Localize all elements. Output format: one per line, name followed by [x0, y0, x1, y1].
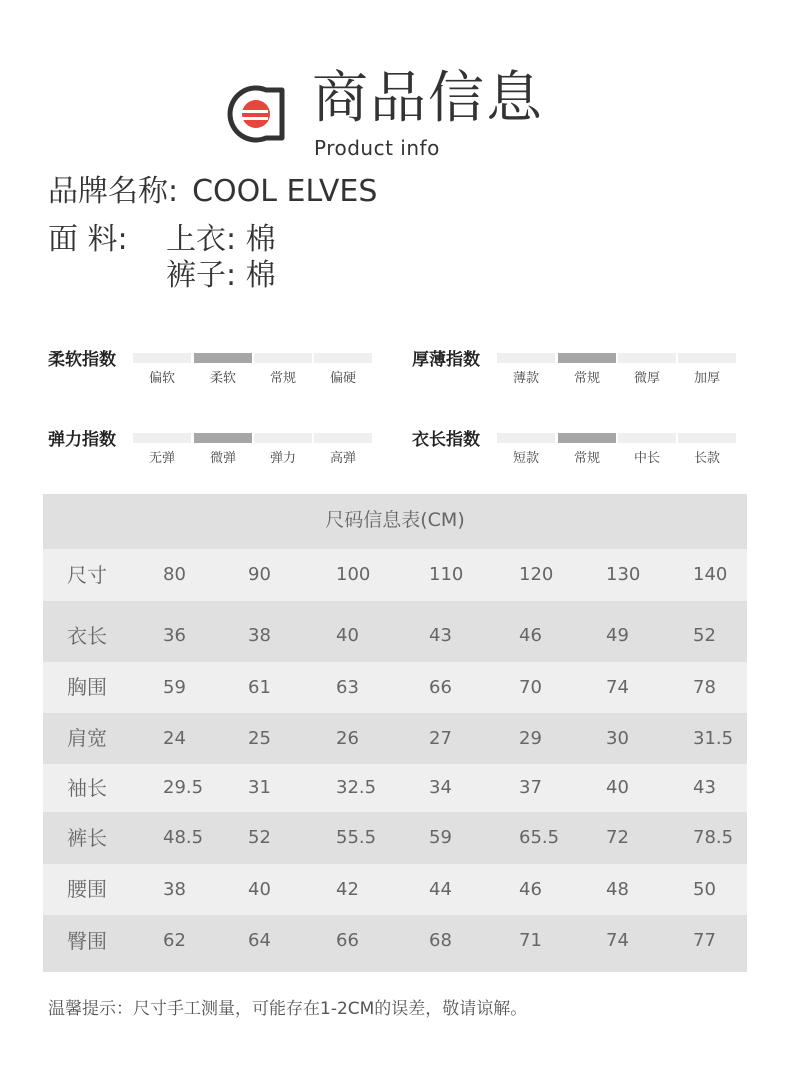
brand-value: COOL ELVES — [192, 174, 378, 209]
row-label: 胸围 — [67, 675, 107, 699]
table-cell: 78.5 — [693, 827, 734, 848]
table-cell: 66 — [429, 677, 452, 698]
length-index-option-label: 长款 — [693, 451, 720, 466]
table-cell: 90 — [248, 564, 271, 585]
table-row — [43, 764, 747, 812]
length-index — [412, 425, 742, 475]
table-cell: 140 — [693, 564, 728, 585]
table-cell: 55.5 — [336, 827, 377, 848]
soft-index-label: 柔软指数 — [48, 350, 116, 370]
thickness-index-option-label: 常规 — [573, 371, 600, 386]
length-index-option-label: 中长 — [633, 451, 660, 466]
length-index-option-label: 短款 — [512, 451, 539, 466]
table-cell: 62 — [163, 930, 186, 951]
thickness-index-bar-2 — [558, 353, 616, 363]
elastic-index-bar-3 — [254, 433, 312, 443]
elasticity-index — [48, 425, 378, 475]
row-label: 裤长 — [67, 826, 107, 850]
table-row — [43, 915, 747, 967]
table-cell: 24 — [163, 728, 186, 749]
length-index-bar-2 — [558, 433, 616, 443]
elastic-index-option-label: 微弹 — [209, 451, 236, 466]
table-cell: 27 — [429, 728, 452, 749]
thickness-index-label: 厚薄指数 — [412, 350, 480, 370]
table-row — [43, 864, 747, 915]
table-cell: 70 — [519, 677, 542, 698]
thickness-index-option-label: 微厚 — [633, 371, 660, 386]
table-row — [43, 713, 747, 764]
table-cell: 78 — [693, 677, 716, 698]
table-row — [43, 662, 747, 713]
table-cell: 26 — [336, 728, 359, 749]
table-cell: 46 — [519, 625, 542, 646]
table-cell: 37 — [519, 777, 542, 798]
measurement-note: 温馨提示：尺寸手工测量，可能存在1-2CM的误差，敬请谅解。 — [48, 999, 528, 1019]
table-cell: 130 — [606, 564, 641, 585]
row-label: 衣长 — [67, 624, 107, 648]
table-cell: 68 — [429, 930, 452, 951]
thickness-index-bar-1 — [497, 353, 555, 363]
table-cell: 74 — [606, 930, 629, 951]
table-cell: 31.5 — [693, 728, 734, 749]
table-cell: 52 — [693, 625, 716, 646]
soft-index-option-label: 柔软 — [209, 371, 236, 386]
elastic-index-option-label: 高弹 — [329, 451, 356, 466]
table-row — [43, 812, 747, 864]
table-cell: 42 — [336, 879, 359, 900]
elastic-index-option-label: 无弹 — [148, 451, 175, 466]
elastic-index-bar-2 — [194, 433, 252, 443]
table-cell: 48.5 — [163, 827, 204, 848]
fabric-label: 面 料: — [48, 222, 128, 257]
table-cell: 48 — [606, 879, 629, 900]
table-cell: 49 — [606, 625, 629, 646]
soft-index-option-label: 常规 — [269, 371, 296, 386]
table-cell: 59 — [163, 677, 186, 698]
thickness-index-option-label: 薄款 — [512, 371, 539, 386]
length-index-bar-1 — [497, 433, 555, 443]
table-cell: 30 — [606, 728, 629, 749]
table-cell: 40 — [606, 777, 629, 798]
soft-index-bar-3 — [254, 353, 312, 363]
size-table-title: 尺码信息表(CM) — [43, 494, 747, 546]
table-cell: 59 — [429, 827, 452, 848]
soft-index-bar-2 — [194, 353, 252, 363]
page-title: 商品信息 — [312, 66, 544, 131]
thickness-index-bar-3 — [618, 353, 676, 363]
brand-line — [48, 174, 377, 210]
row-label: 臀围 — [67, 929, 107, 953]
table-cell: 52 — [248, 827, 271, 848]
length-index-label: 衣长指数 — [412, 430, 480, 450]
table-cell: 65.5 — [519, 827, 560, 848]
table-cell: 40 — [336, 625, 359, 646]
length-index-option-label: 常规 — [573, 451, 600, 466]
elastic-index-bar-1 — [133, 433, 191, 443]
size-table — [43, 494, 747, 972]
page-subtitle: Product info — [314, 136, 440, 160]
table-cell: 63 — [336, 677, 359, 698]
row-label: 肩宽 — [67, 726, 107, 750]
elastic-index-bar-4 — [314, 433, 372, 443]
table-cell: 29 — [519, 728, 542, 749]
table-cell: 71 — [519, 930, 542, 951]
fabric-pants: 裤子: 棉 — [166, 258, 276, 293]
table-cell: 40 — [248, 879, 271, 900]
row-label: 腰围 — [67, 877, 107, 901]
soft-index-bar-1 — [133, 353, 191, 363]
thickness-index-option-label: 加厚 — [693, 371, 720, 386]
soft-index-bar-4 — [314, 353, 372, 363]
table-cell: 72 — [606, 827, 629, 848]
table-cell: 43 — [429, 625, 452, 646]
table-cell: 66 — [336, 930, 359, 951]
brand-label: 品牌名称: — [48, 174, 179, 209]
thickness-index — [412, 345, 742, 395]
table-cell: 32.5 — [336, 777, 377, 798]
table-cell: 38 — [248, 625, 271, 646]
table-cell: 61 — [248, 677, 271, 698]
length-index-bar-3 — [618, 433, 676, 443]
row-label: 袖长 — [67, 776, 107, 800]
table-cell: 64 — [248, 930, 271, 951]
table-cell: 77 — [693, 930, 716, 951]
table-cell: 29.5 — [163, 777, 204, 798]
table-cell: 80 — [163, 564, 186, 585]
elastic-index-option-label: 弹力 — [269, 451, 296, 466]
table-cell: 100 — [336, 564, 371, 585]
table-cell: 34 — [429, 777, 452, 798]
softness-index — [48, 345, 378, 395]
table-cell: 36 — [163, 625, 186, 646]
soft-index-option-label: 偏硬 — [329, 371, 356, 386]
thickness-index-bar-4 — [678, 353, 736, 363]
table-cell: 43 — [693, 777, 716, 798]
table-row — [43, 549, 747, 601]
table-cell: 110 — [429, 564, 464, 585]
table-row — [43, 610, 747, 662]
product-info-logo-icon — [226, 82, 290, 146]
elastic-index-label: 弹力指数 — [48, 430, 116, 450]
table-cell: 44 — [429, 879, 452, 900]
table-cell: 38 — [163, 879, 186, 900]
table-cell: 31 — [248, 777, 271, 798]
soft-index-option-label: 偏软 — [148, 371, 175, 386]
row-label: 尺寸 — [67, 563, 107, 587]
table-cell: 120 — [519, 564, 554, 585]
length-index-bar-4 — [678, 433, 736, 443]
table-cell: 74 — [606, 677, 629, 698]
table-cell: 46 — [519, 879, 542, 900]
table-cell: 25 — [248, 728, 271, 749]
table-cell: 50 — [693, 879, 716, 900]
fabric-top: 上衣: 棉 — [166, 222, 276, 257]
